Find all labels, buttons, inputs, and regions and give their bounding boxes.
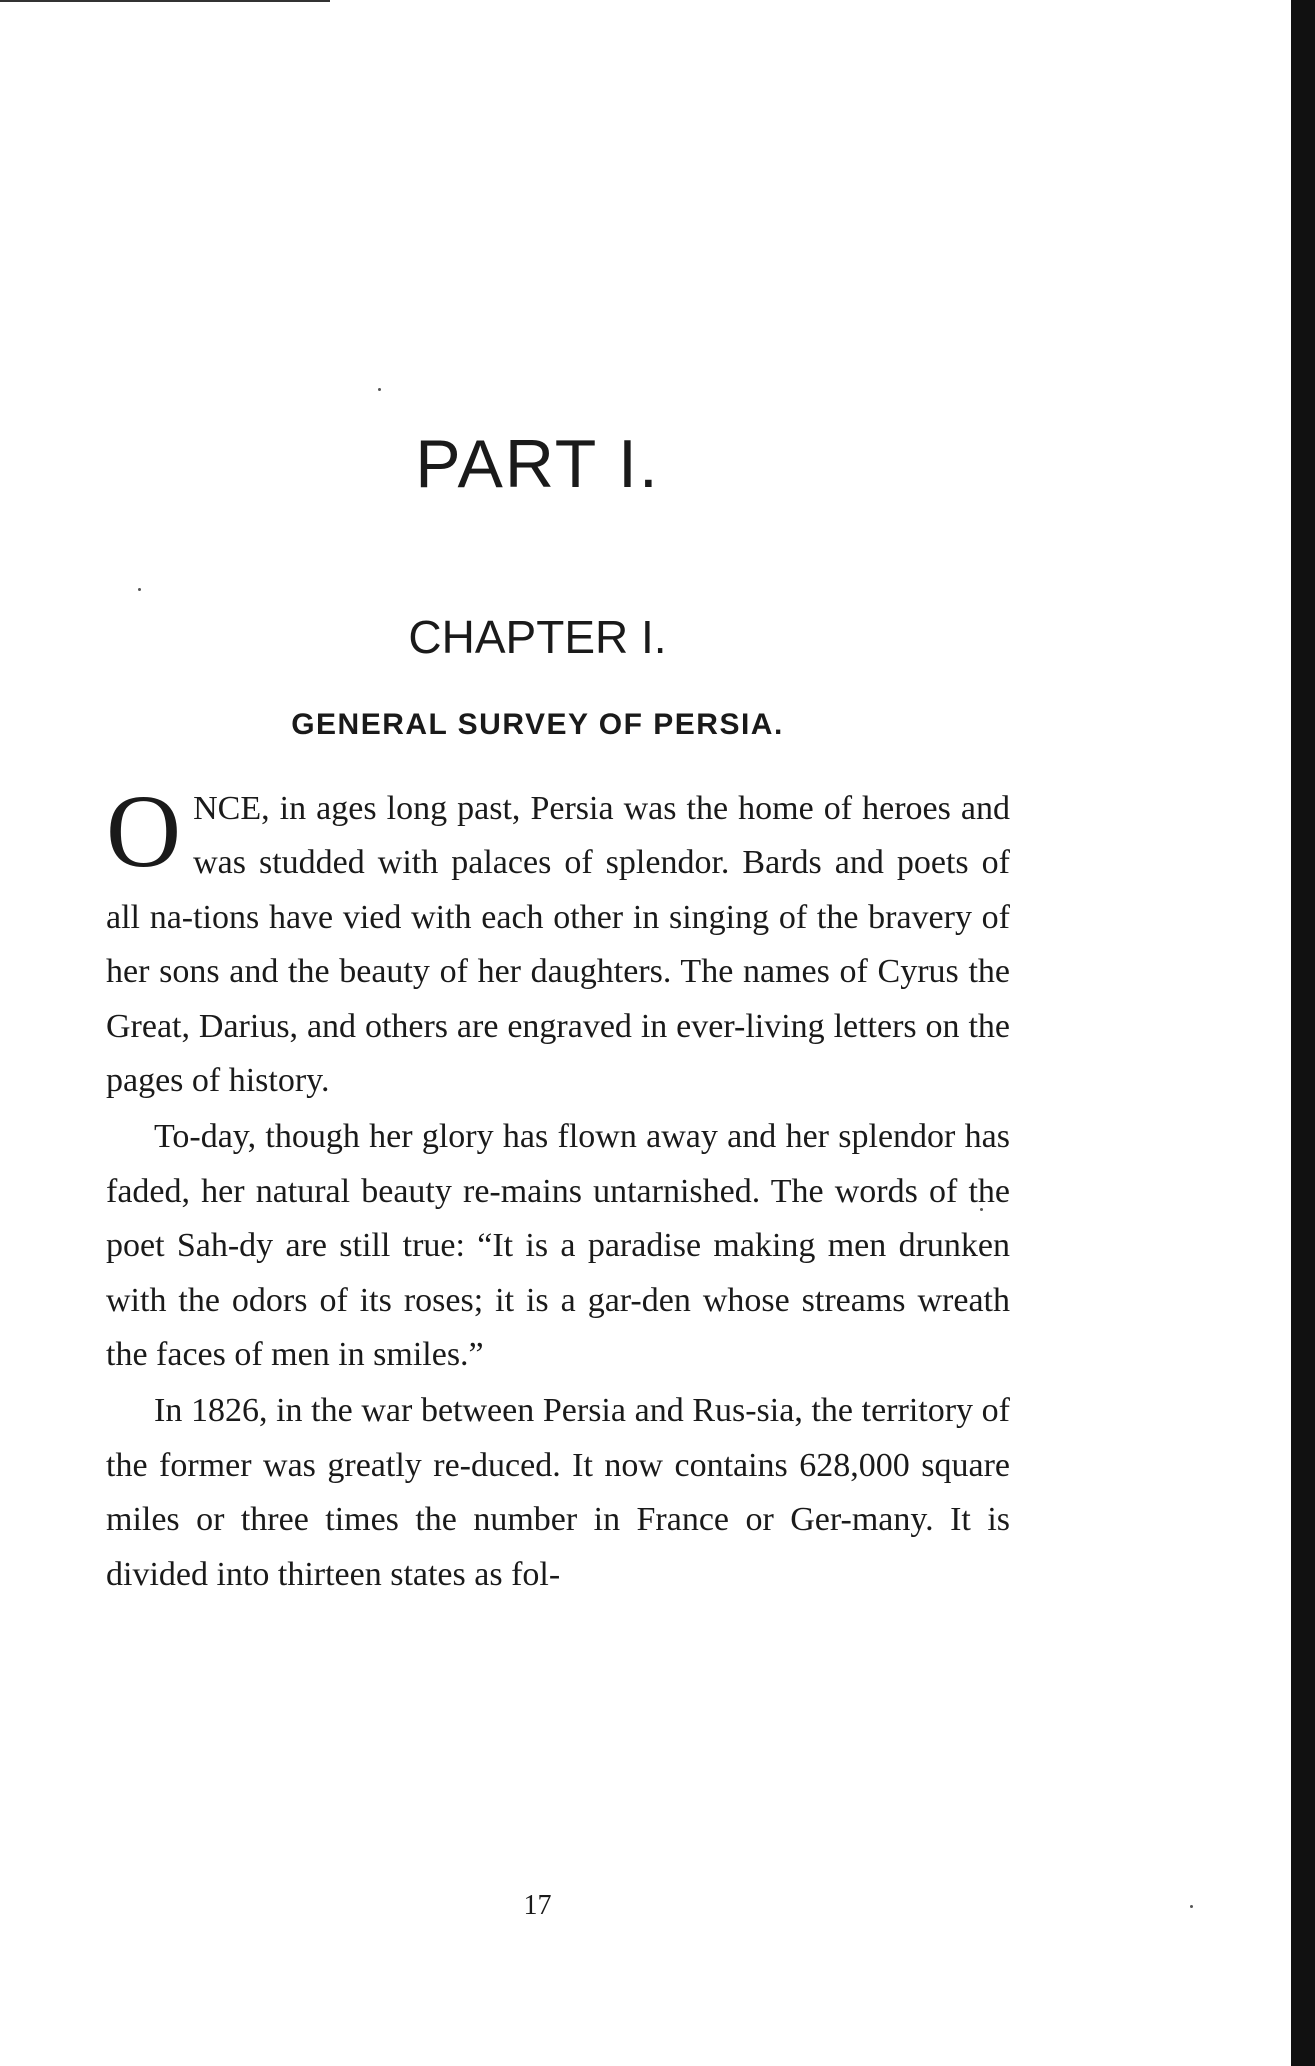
- page-number: 17: [523, 1890, 552, 1921]
- drop-cap: O: [106, 774, 182, 889]
- scan-speck: [378, 388, 381, 391]
- paragraph-1-text: NCE, in ages long past, Persia was the home of heroes and was studded with palaces of splendor. Bards and poets of all na-tions have vied with each other in singing of the bravery of her sons and the beauty of her daughters. The names of Cyrus the Great, Darius, and others are engraved in ever-living letters on the pages of history.: [106, 790, 1010, 1100]
- body-text: [106, 774, 1010, 1602]
- chapter-subtitle: GENERAL SURVEY OF PERSIA.: [291, 708, 784, 741]
- paragraph-2: To-day, though her glory has flown away and her splendor has faded, her natural beauty re-mains untarnished. The words of the poet Sah-dy are still true: “It is a paradise making men drunken with the odors of its roses; it is a gar-den whose streams wreath the faces of men in smiles.”: [106, 1118, 1010, 1374]
- scan-speck: [1190, 1905, 1193, 1908]
- scan-right-edge: [1291, 0, 1315, 2066]
- scan-speck: [138, 588, 141, 591]
- chapter-heading: CHAPTER I.: [408, 611, 667, 663]
- paragraph-1: [106, 774, 1010, 1108]
- top-edge-rule: [0, 0, 330, 2]
- paragraph-3: In 1826, in the war between Persia and Rus-sia, the territory of the former was greatly re-duced. It now contains 628,000 square miles or three times the number in France or Ger-many. It is divided into thirteen states as fol-: [106, 1392, 1010, 1593]
- part-heading: PART I.: [415, 426, 660, 502]
